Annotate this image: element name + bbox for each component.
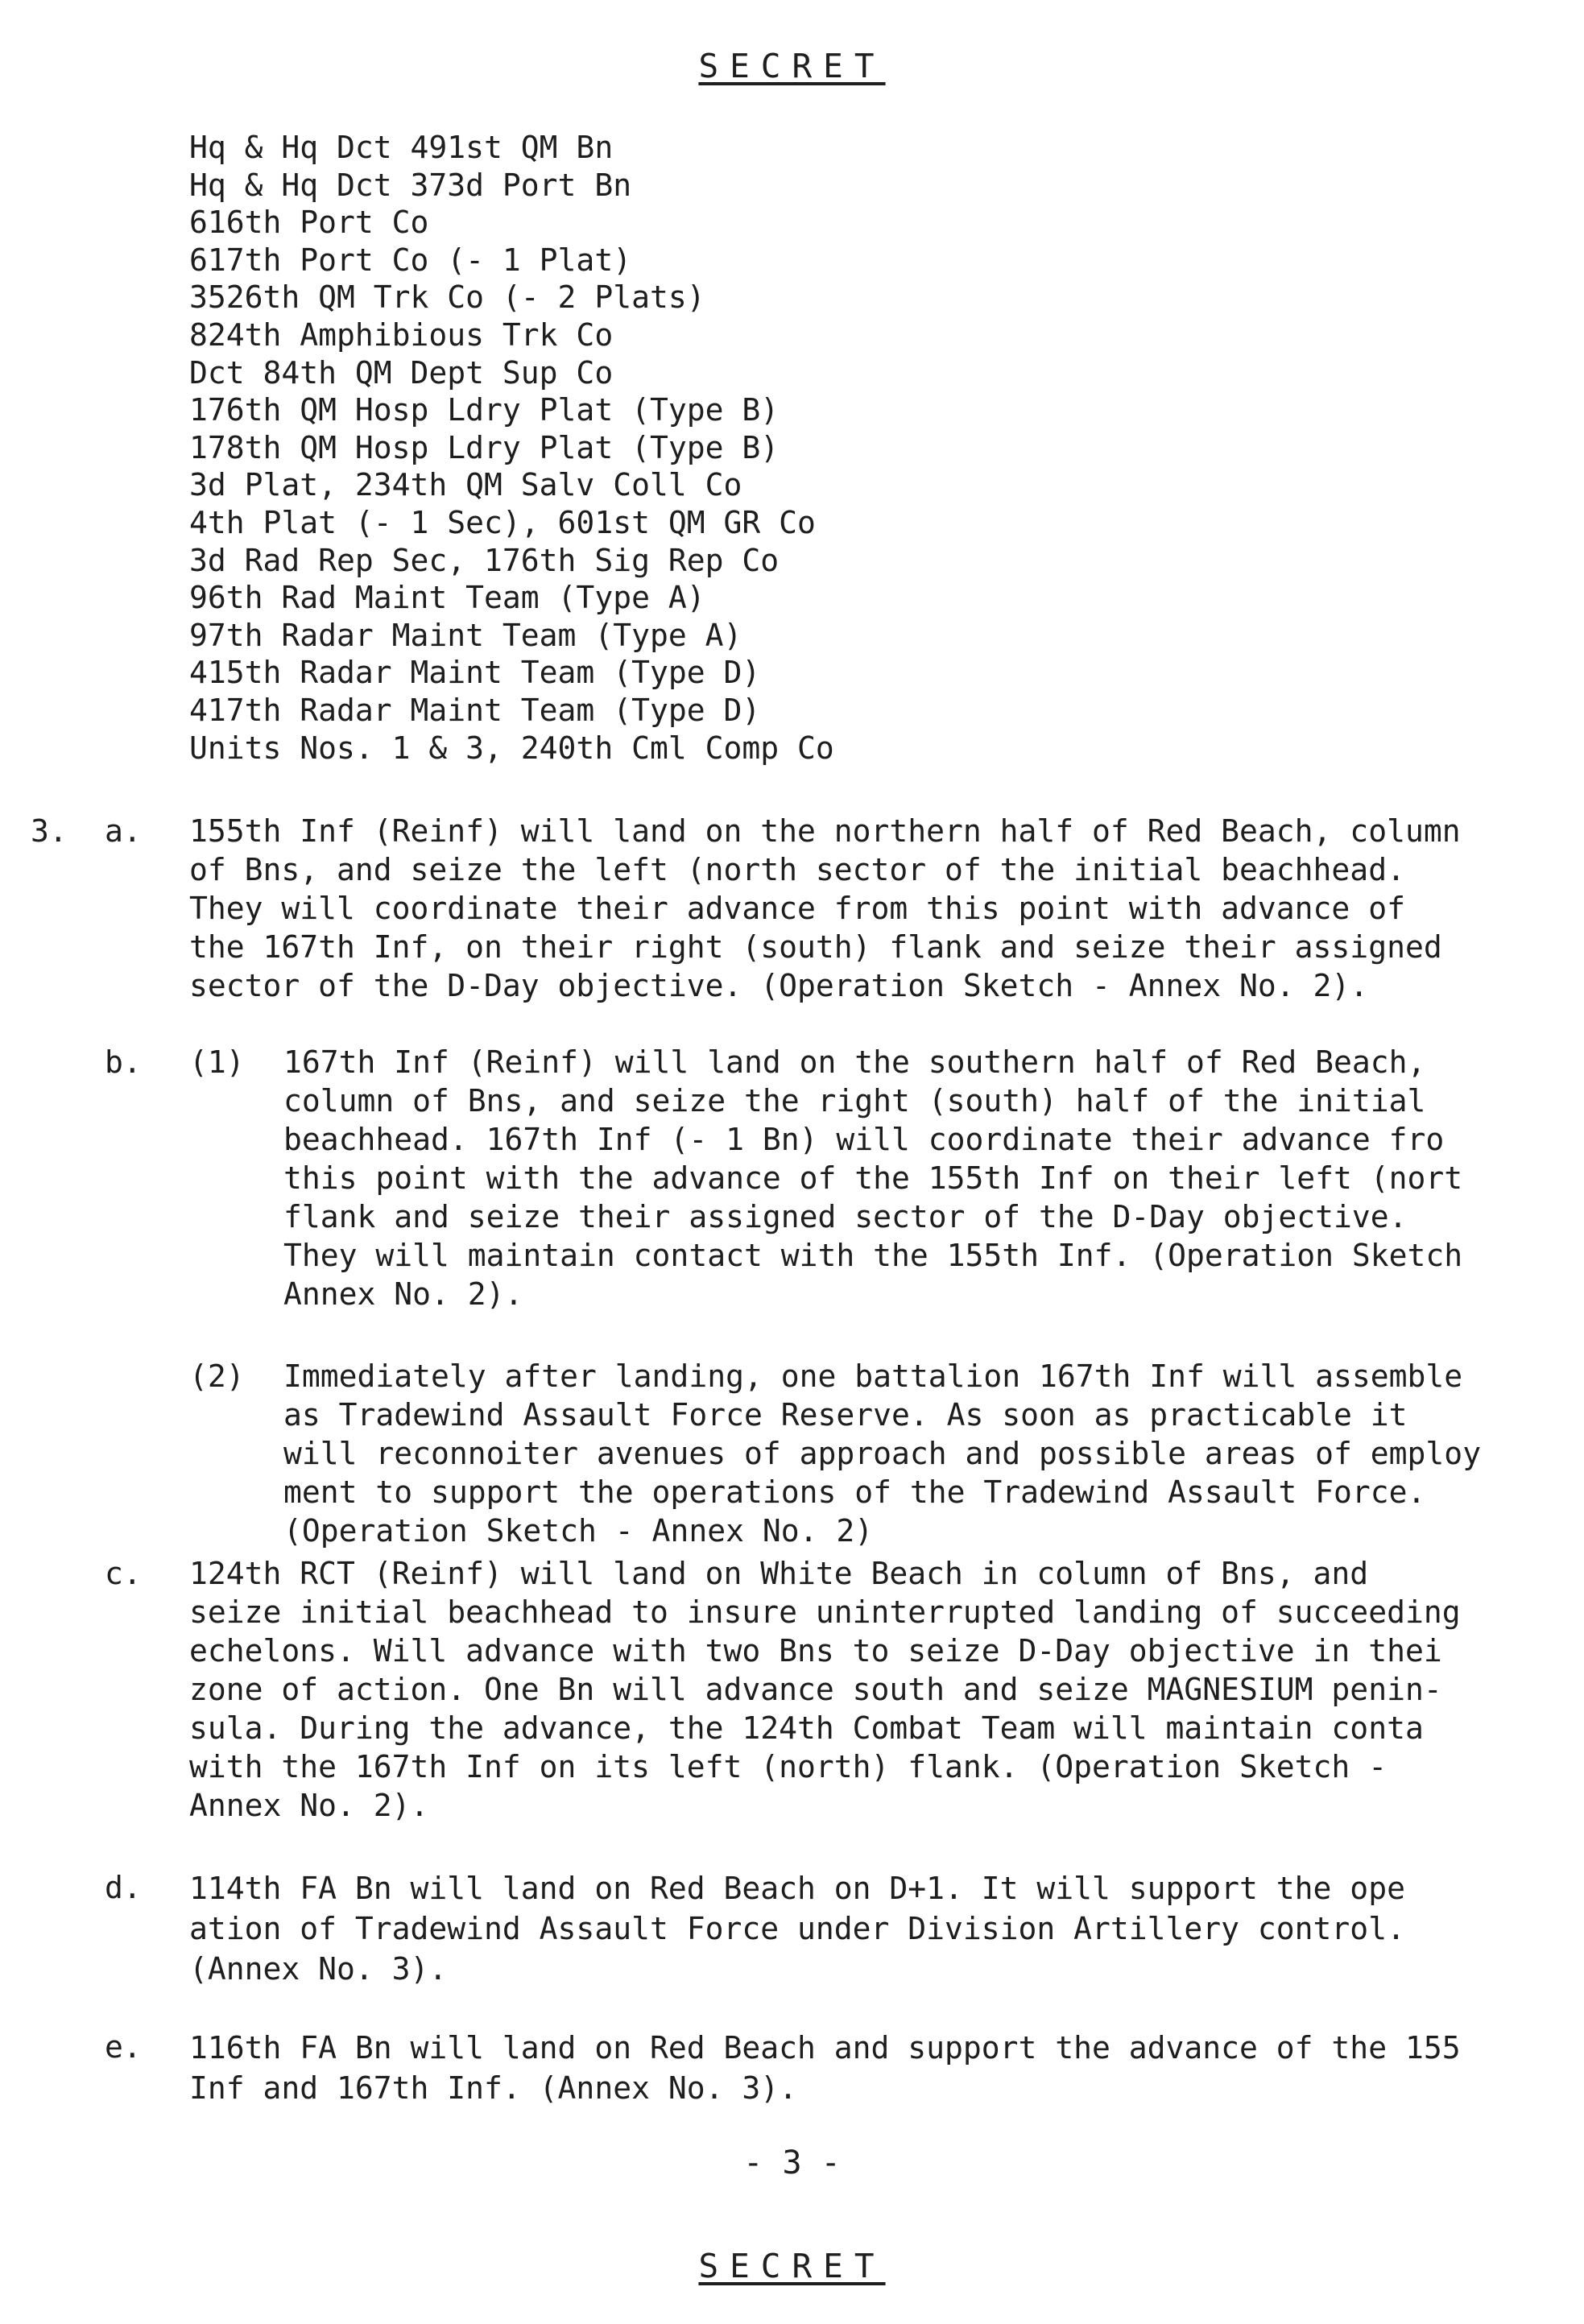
- unit-item: 176th QM Hosp Ldry Plat (Type B): [189, 392, 780, 428]
- subparagraph-e-label: e.: [105, 2029, 142, 2065]
- units-list: [189, 129, 834, 767]
- subparagraph-b-label: b.: [105, 1044, 142, 1080]
- subparagraph-a-text: 155th Inf (Reinf) will land on the northern half of Red Beach, column of Bns, and seize the left (north sector of the initial beachhead. They will coordinate their advance from this point with advance of the 167th Inf, on their right (south) flank and seize their assigned sector of the D-Day objective. (Operation Sketch - Annex No. 2).: [189, 813, 1461, 1003]
- unit-item: 3d Plat, 234th QM Salv Coll Co: [189, 467, 742, 503]
- unit-item: 97th Radar Maint Team (Type A): [189, 617, 742, 653]
- subparagraph-c-label: c.: [105, 1556, 142, 1591]
- unit-item: 415th Radar Maint Team (Type D): [189, 655, 761, 691]
- subparagraph-b1-label: (1): [189, 1044, 245, 1080]
- unit-item: 96th Rad Maint Team (Type A): [189, 580, 705, 616]
- subparagraph-d-text: 114th FA Bn will land on Red Beach on D+1. It will support the ope ation of Tradewind Assault Force under Division Artillery control. (Annex No. 3).: [189, 1871, 1405, 1987]
- unit-item: Dct 84th QM Dept Sup Co: [189, 354, 614, 391]
- unit-item: 824th Amphibious Trk Co: [189, 316, 614, 353]
- unit-item: Units Nos. 1 & 3, 240th Cml Comp Co: [189, 730, 834, 766]
- unit-item: 3526th QM Trk Co (- 2 Plats): [189, 279, 705, 316]
- subparagraph-b2-text: Immediately after landing, one battalion 167th Inf will assemble as Tradewind Assault Force Reserve. As soon as practicable it will reconnoiter avenues of approach and possible areas of employ ment to support the operations of the Tradewind Assault Force. (Operation Sketch - Annex No. 2): [283, 1358, 1482, 1549]
- classification-header: SECRET: [698, 47, 886, 85]
- subparagraph-d-label: d.: [105, 1870, 142, 1905]
- classification-footer: SECRET: [698, 2247, 886, 2285]
- unit-item: 178th QM Hosp Ldry Plat (Type B): [189, 429, 780, 465]
- unit-item: 616th Port Co: [189, 205, 429, 241]
- unit-item: 4th Plat (- 1 Sec), 601st QM GR Co: [189, 504, 816, 540]
- page-number: - 3 -: [743, 2144, 841, 2181]
- subparagraph-e-text: 116th FA Bn will land on Red Beach and support the advance of the 155 Inf and 167th Inf. (Annex No. 3).: [189, 2030, 1461, 2106]
- subparagraph-b2-label: (2): [189, 1358, 245, 1394]
- subparagraph-c-text: 124th RCT (Reinf) will land on White Beach in column of Bns, and seize initial beachhead to insure uninterrupted landing of succeeding echelons. Will advance with two Bns to seize D-Day objective in thei zone of action. One Bn will advance south and seize MAGNESIUM penin- sula. During the advance, the 124th Combat Team will maintain conta with the 167th Inf on its left (north) flank. (Operation Sketch - Annex No. 2).: [189, 1556, 1461, 1823]
- unit-item: 617th Port Co (- 1 Plat): [189, 242, 632, 278]
- subparagraph-b1-text: 167th Inf (Reinf) will land on the southern half of Red Beach, column of Bns, and seize the right (south) half of the initial beachhead. 167th Inf (- 1 Bn) will coordinate their advance fro this point with the advance of the 155th Inf on their left (nort flank and seize their assigned sector of the D-Day objective. They will maintain contact with the 155th Inf. (Operation Sketch Annex No. 2).: [283, 1044, 1463, 1312]
- subparagraph-a-label: a.: [105, 813, 142, 849]
- unit-item: Hq & Hq Dct 491st QM Bn: [189, 130, 614, 165]
- unit-item: 3d Rad Rep Sec, 176th Sig Rep Co: [189, 542, 780, 578]
- unit-item: Hq & Hq Dct 373d Port Bn: [189, 167, 632, 203]
- paragraph-number: 3.: [31, 813, 68, 849]
- unit-item: 417th Radar Maint Team (Type D): [189, 692, 761, 728]
